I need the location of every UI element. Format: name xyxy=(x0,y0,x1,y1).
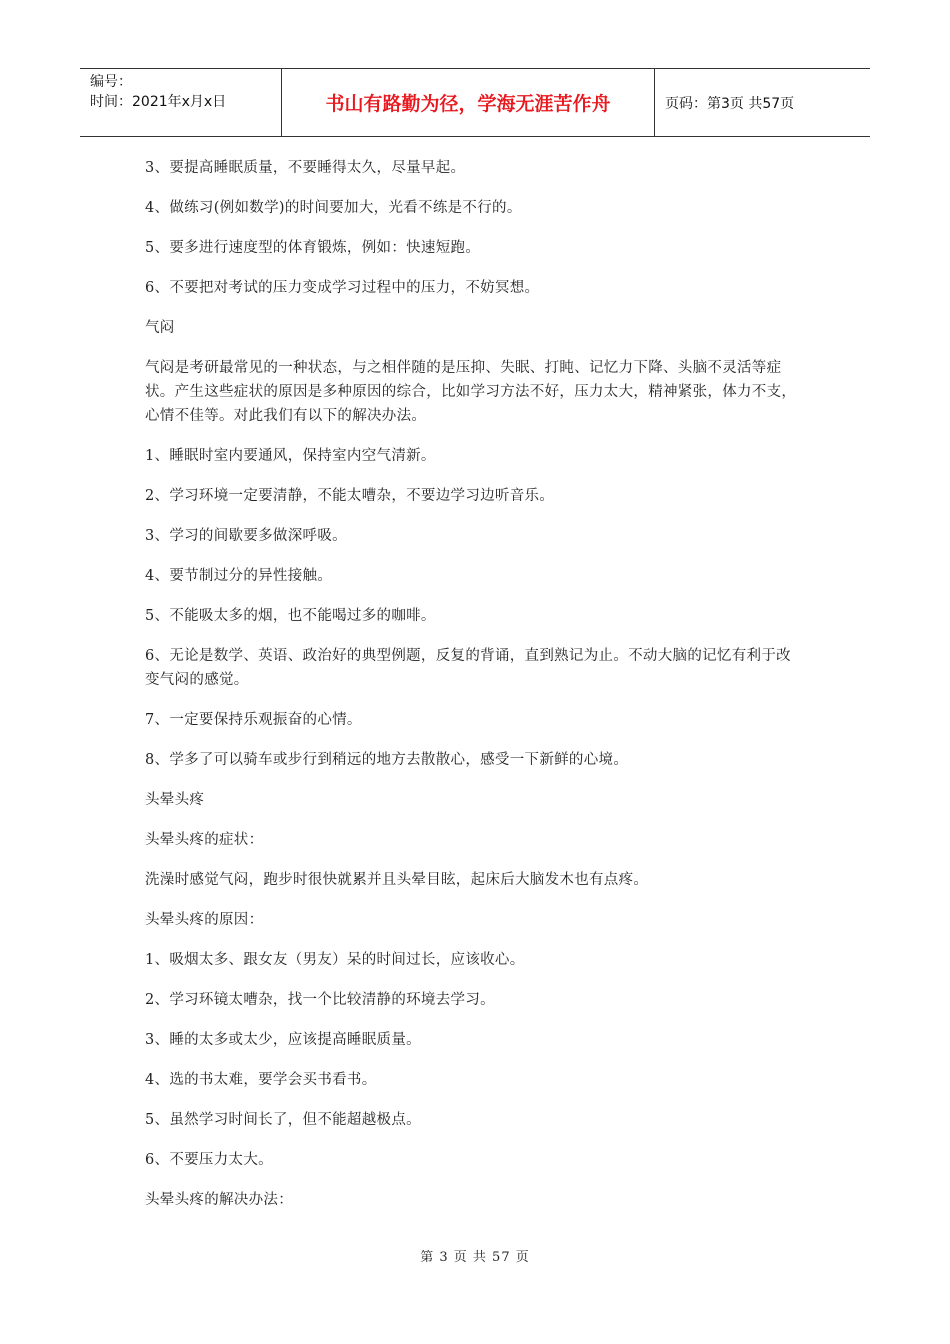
paragraph: 5、要多进行速度型的体育锻炼，例如：快速短跑。 xyxy=(145,240,481,256)
paragraph: 6、无论是数学、英语、政治好的典型例题，反复的背诵，直到熟记为止。不动大脑的记忆有利于改变气闷的感觉。 xyxy=(145,648,791,688)
paragraph: 5、不能吸太多的烟，也不能喝过多的咖啡。 xyxy=(145,608,436,624)
paragraph: 8、学多了可以骑车或步行到稍远的地方去散散心，感受一下新鲜的心境。 xyxy=(145,752,629,768)
paragraph: 洗澡时感觉气闷，跑步时很快就累并且头晕目眩，起床后大脑发木也有点疼。 xyxy=(145,872,649,888)
section-heading: 头晕头疼 xyxy=(145,792,205,808)
paragraph: 2、学习环境一定要清静，不能太嘈杂，不要边学习边听音乐。 xyxy=(145,488,555,504)
paragraph: 头晕头疼的症状： xyxy=(145,832,264,848)
header-page-info: 页码：第3页 共57页 xyxy=(665,95,795,112)
document-body xyxy=(145,156,805,1228)
paragraph: 气闷是考研最常见的一种状态，与之相伴随的是压抑、失眠、打盹、记忆力下降、头脑不灵活等症状。产生这些症状的原因是多种原因的综合，比如学习方法不好，压力太大，精神紧张，体力不支，心情不佳等。对此我们有以下的解决办法。 xyxy=(145,360,797,424)
page-header xyxy=(80,68,870,137)
paragraph: 4、做练习(例如数学)的时间要加大，光看不练是不行的。 xyxy=(145,200,522,216)
paragraph: 头晕头疼的原因： xyxy=(145,912,264,928)
document-number-label: 编号： xyxy=(90,74,132,90)
paragraph: 6、不要压力太大。 xyxy=(145,1152,273,1168)
section-heading: 气闷 xyxy=(145,320,175,336)
document-time-label: 时间：2021年x月x日 xyxy=(90,94,227,110)
paragraph: 4、选的书太难，要学会买书看书。 xyxy=(145,1072,377,1088)
paragraph: 3、要提高睡眠质量，不要睡得太久，尽量早起。 xyxy=(145,160,466,176)
paragraph: 4、要节制过分的异性接触。 xyxy=(145,568,333,584)
page-footer xyxy=(0,1246,950,1265)
paragraph: 2、学习环镜太嘈杂，找一个比较清静的环境去学习。 xyxy=(145,992,495,1008)
paragraph: 3、学习的间歇要多做深呼吸。 xyxy=(145,528,347,544)
paragraph: 5、虽然学习时间长了，但不能超越极点。 xyxy=(145,1112,421,1128)
paragraph: 6、不要把对考试的压力变成学习过程中的压力，不妨冥想。 xyxy=(145,280,540,296)
paragraph: 3、睡的太多或太少，应该提高睡眠质量。 xyxy=(145,1032,421,1048)
paragraph: 7、一定要保持乐观振奋的心情。 xyxy=(145,712,362,728)
header-meta xyxy=(80,69,282,136)
header-motto: 书山有路勤为径，学海无涯苦作舟 xyxy=(282,69,655,136)
paragraph: 头晕头疼的解决办法： xyxy=(145,1192,293,1208)
paragraph: 1、吸烟太多、跟女友（男友）呆的时间过长，应该收心。 xyxy=(145,952,525,968)
footer-page-number: 第 3 页 共 57 页 xyxy=(420,1250,530,1265)
paragraph: 1、睡眠时室内要通风，保持室内空气清新。 xyxy=(145,448,436,464)
